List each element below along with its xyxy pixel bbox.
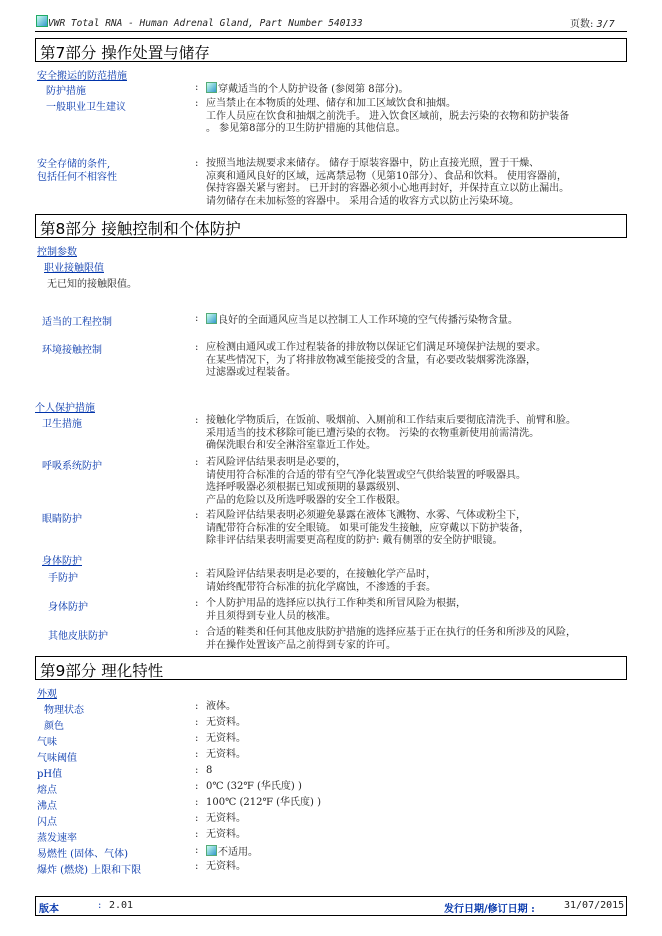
- property-value: [206, 701, 236, 714]
- colon: :: [195, 342, 199, 353]
- hygiene-advice-value: [206, 98, 569, 136]
- text-line: 合适的鞋类和任何其他皮肤防护措施的选择应基于正在执行的任务和所涉及的风险，: [206, 627, 576, 638]
- eng-controls-label: 适当的工程控制: [42, 317, 112, 328]
- section7-title-box: [35, 38, 627, 62]
- colon: :: [98, 900, 102, 911]
- colon: :: [195, 569, 199, 580]
- header-page: [570, 15, 615, 30]
- property-value-text: 不适用。: [218, 847, 258, 858]
- property-value: [206, 813, 246, 826]
- colon: :: [195, 829, 199, 840]
- skin-label: 其他皮肤防护: [48, 631, 108, 642]
- checkbox-icon: [206, 313, 217, 324]
- appearance-head: 外观: [37, 689, 57, 700]
- text-line: 若风险评估结果表明是必要的，: [206, 457, 346, 468]
- colon: :: [195, 717, 199, 728]
- resp-value: [206, 457, 526, 507]
- env-controls-value: [206, 342, 546, 380]
- colon: :: [195, 598, 199, 609]
- colon: :: [195, 510, 199, 521]
- property-value: [206, 781, 302, 794]
- text-line: 产品的危险以及所选呼吸器的安全工作极限。: [206, 494, 406, 506]
- body-protection-label: 身体防护: [48, 602, 88, 613]
- property-value-text: 100℃ (212℉ (华氏度) ): [206, 797, 321, 808]
- section8-title-box: [35, 214, 627, 238]
- property-value-text: 无资料。: [206, 861, 246, 872]
- text-line: 并在操作处置该产品之前得到专家的许可。: [206, 639, 396, 651]
- header-product-text: VWR Total RNA - Human Adrenal Gland, Part Number 540133: [48, 18, 363, 29]
- colon: :: [195, 781, 199, 792]
- property-label: 颜色: [44, 721, 64, 732]
- property-label: 闪点: [37, 817, 57, 828]
- section7-title: 第7部分 操作处置与储存: [40, 44, 210, 62]
- text-line: 过滤器或过程装备。: [206, 367, 296, 378]
- property-value: [206, 861, 246, 874]
- section8-title: 第8部分 接触控制和个体防护: [40, 220, 241, 238]
- skin-value: [206, 627, 576, 652]
- checkbox-icon: [206, 82, 217, 93]
- protective-measures-text: 穿戴适当的个人防护设备 (参阅第 8部分)。: [218, 84, 409, 95]
- colon: :: [195, 415, 199, 426]
- text-line: 请始终配带符合标准的抗化学腐蚀，不渗透的手套。: [206, 581, 436, 593]
- property-value: [206, 829, 246, 842]
- property-value-text: 8: [206, 765, 213, 776]
- colon: :: [195, 82, 199, 93]
- safe-handling-head: 安全搬运的防范措施: [37, 71, 127, 82]
- product-logo-icon: [36, 15, 48, 27]
- text-line: 采用适当的技术移除可能已遭污染的衣物。 污染的衣物重新使用前需清洗。: [206, 427, 540, 439]
- hand-label: 手防护: [48, 573, 78, 584]
- text-line: 安全存储的条件,: [37, 159, 111, 170]
- property-label: 易燃性 (固体、气体): [37, 849, 128, 860]
- text-line: 选择呼吸器必须根据已知或预期的暴露级别、: [206, 482, 406, 493]
- colon: :: [195, 797, 199, 808]
- version-label: 版本: [39, 904, 59, 915]
- text-line: 请使用符合标准的合适的带有空气净化装置或空气供给装置的呼吸器具。: [206, 469, 526, 481]
- resp-label: 呼吸系统防护: [42, 461, 102, 472]
- property-label: 气味阈值: [37, 753, 77, 764]
- text-line: 保持容器关紧与密封。 已开封的容器必须小心地再封好，并保持直立以防止漏出。: [206, 183, 570, 194]
- colon: :: [195, 457, 199, 468]
- storage-label: [37, 158, 117, 184]
- header-rule: [35, 31, 627, 32]
- text-line: 并且须得到专业人员的核准。: [206, 610, 336, 622]
- text-line: 。 参见第8部分的卫生防护措施的其他信息。: [206, 123, 406, 134]
- property-value: [206, 717, 246, 730]
- protective-measures-value: [206, 82, 409, 97]
- property-label: pH值: [37, 769, 63, 780]
- property-label: 气味: [37, 737, 57, 748]
- header-product: [36, 15, 363, 29]
- property-label: 熔点: [37, 785, 57, 796]
- property-value: [206, 845, 258, 860]
- text-line: 若风险评估结果表明是必要的，在接触化学产品时，: [206, 569, 436, 580]
- property-value: [206, 733, 246, 746]
- hand-value: [206, 569, 436, 594]
- footer-box: [35, 896, 627, 916]
- property-label: 蒸发速率: [37, 833, 77, 844]
- text-line: 应当禁止在本物质的处理、储存和加工区域饮食和抽烟。: [206, 98, 456, 109]
- text-line: 按照当地法规要求来储存。 储存于原装容器中，防止直接光照，置于干燥、: [206, 158, 540, 169]
- property-value-text: 无资料。: [206, 717, 246, 728]
- property-label: 爆炸 (燃烧) 上限和下限: [37, 865, 142, 876]
- property-value: [206, 749, 246, 762]
- colon: :: [195, 313, 199, 324]
- property-value: [206, 765, 212, 778]
- eye-label: 眼睛防护: [42, 514, 82, 525]
- section9-title: 第9部分 理化特性: [40, 662, 164, 680]
- property-label: 物理状态: [44, 705, 84, 716]
- body-head: 身体防护: [42, 556, 82, 567]
- storage-value: [206, 158, 569, 208]
- colon: :: [195, 765, 199, 776]
- text-line: 凉爽和通风良好的区域，远离禁忌物（见第10部分）、食品和饮料。 使用容器前，: [206, 170, 567, 182]
- body-protection-value: [206, 598, 466, 623]
- colon: :: [195, 861, 199, 872]
- text-line: 包括任何不相容性: [37, 172, 117, 183]
- text-line: 请勿储存在未加标签的容器中。 采用合适的收容方式以防止污染环境。: [206, 195, 520, 207]
- eng-controls-value: [206, 313, 518, 328]
- property-value-text: 无资料。: [206, 749, 246, 760]
- page-value: 3/7: [596, 19, 615, 30]
- hygiene-advice-label: 一般职业卫生建议: [46, 102, 126, 113]
- property-label: 沸点: [37, 801, 57, 812]
- text-line: 应检测由通风或工作过程装备的排放物以保证它们满足环境保护法规的要求。: [206, 342, 546, 353]
- occ-limits-value: 无已知的接触限值。: [47, 279, 137, 290]
- text-line: 工作人员应在饮食和抽烟之前洗手。 进入饮食区域前，脱去污染的衣物和防护装备: [206, 110, 570, 122]
- checkbox-icon: [206, 845, 217, 856]
- text-line: 若风险评估结果表明必须避免暴露在液体飞溅物、水雾、气体或粉尘下，: [206, 510, 526, 521]
- version-value: 2.01: [109, 900, 134, 911]
- colon: :: [195, 701, 199, 712]
- property-value-text: 0℃ (32℉ (华氏度) ): [206, 781, 302, 792]
- date-label: 发行日期/修订日期 :: [444, 904, 535, 915]
- env-controls-label: 环境接触控制: [42, 345, 102, 356]
- colon: :: [195, 813, 199, 824]
- property-value: [206, 797, 321, 810]
- colon: :: [195, 627, 199, 638]
- date-value: 31/07/2015: [564, 900, 625, 911]
- colon: :: [195, 749, 199, 760]
- colon: :: [195, 733, 199, 744]
- property-value-text: 无资料。: [206, 813, 246, 824]
- hygiene-measures-label: 卫生措施: [42, 419, 82, 430]
- eye-value: [206, 510, 529, 548]
- text-line: 请配带符合标准的安全眼镜。 如果可能发生接触，应穿戴以下防护装备，: [206, 522, 530, 534]
- property-value-text: 无资料。: [206, 733, 246, 744]
- text-line: 接触化学物质后，在饭前、吸烟前、入厕前和工作结束后要彻底清洗手、前臂和脸。: [206, 415, 576, 426]
- hygiene-measures-value: [206, 415, 576, 453]
- property-value-text: 液体。: [206, 701, 236, 712]
- occ-limits-head: 职业接触限值: [44, 263, 104, 274]
- text-line: 个人防护用品的选择应以执行工作种类和所冒风险为根据，: [206, 598, 466, 609]
- colon: :: [195, 158, 199, 169]
- protective-measures-label: 防护措施: [46, 86, 86, 97]
- colon: :: [195, 845, 199, 856]
- section9-title-box: [35, 656, 627, 680]
- text-line: 除非评估结果表明需要更高程度的防护: 戴有侧罩的安全防护眼镜。: [206, 535, 503, 546]
- text-line: 确保洗眼台和安全淋浴室靠近工作处。: [206, 440, 376, 451]
- property-value-text: 无资料。: [206, 829, 246, 840]
- control-params-head: 控制参数: [37, 247, 77, 258]
- eng-controls-text: 良好的全面通风应当足以控制工人工作环境的空气传播污染物含量。: [218, 315, 518, 326]
- page-label: 页数:: [570, 19, 594, 30]
- ppe-head: 个人保护措施: [35, 403, 95, 414]
- colon: :: [195, 98, 199, 109]
- text-line: 在某些情况下，为了将排放物减至能接受的含量，有必要改装烟雾洗涤器，: [206, 354, 536, 366]
